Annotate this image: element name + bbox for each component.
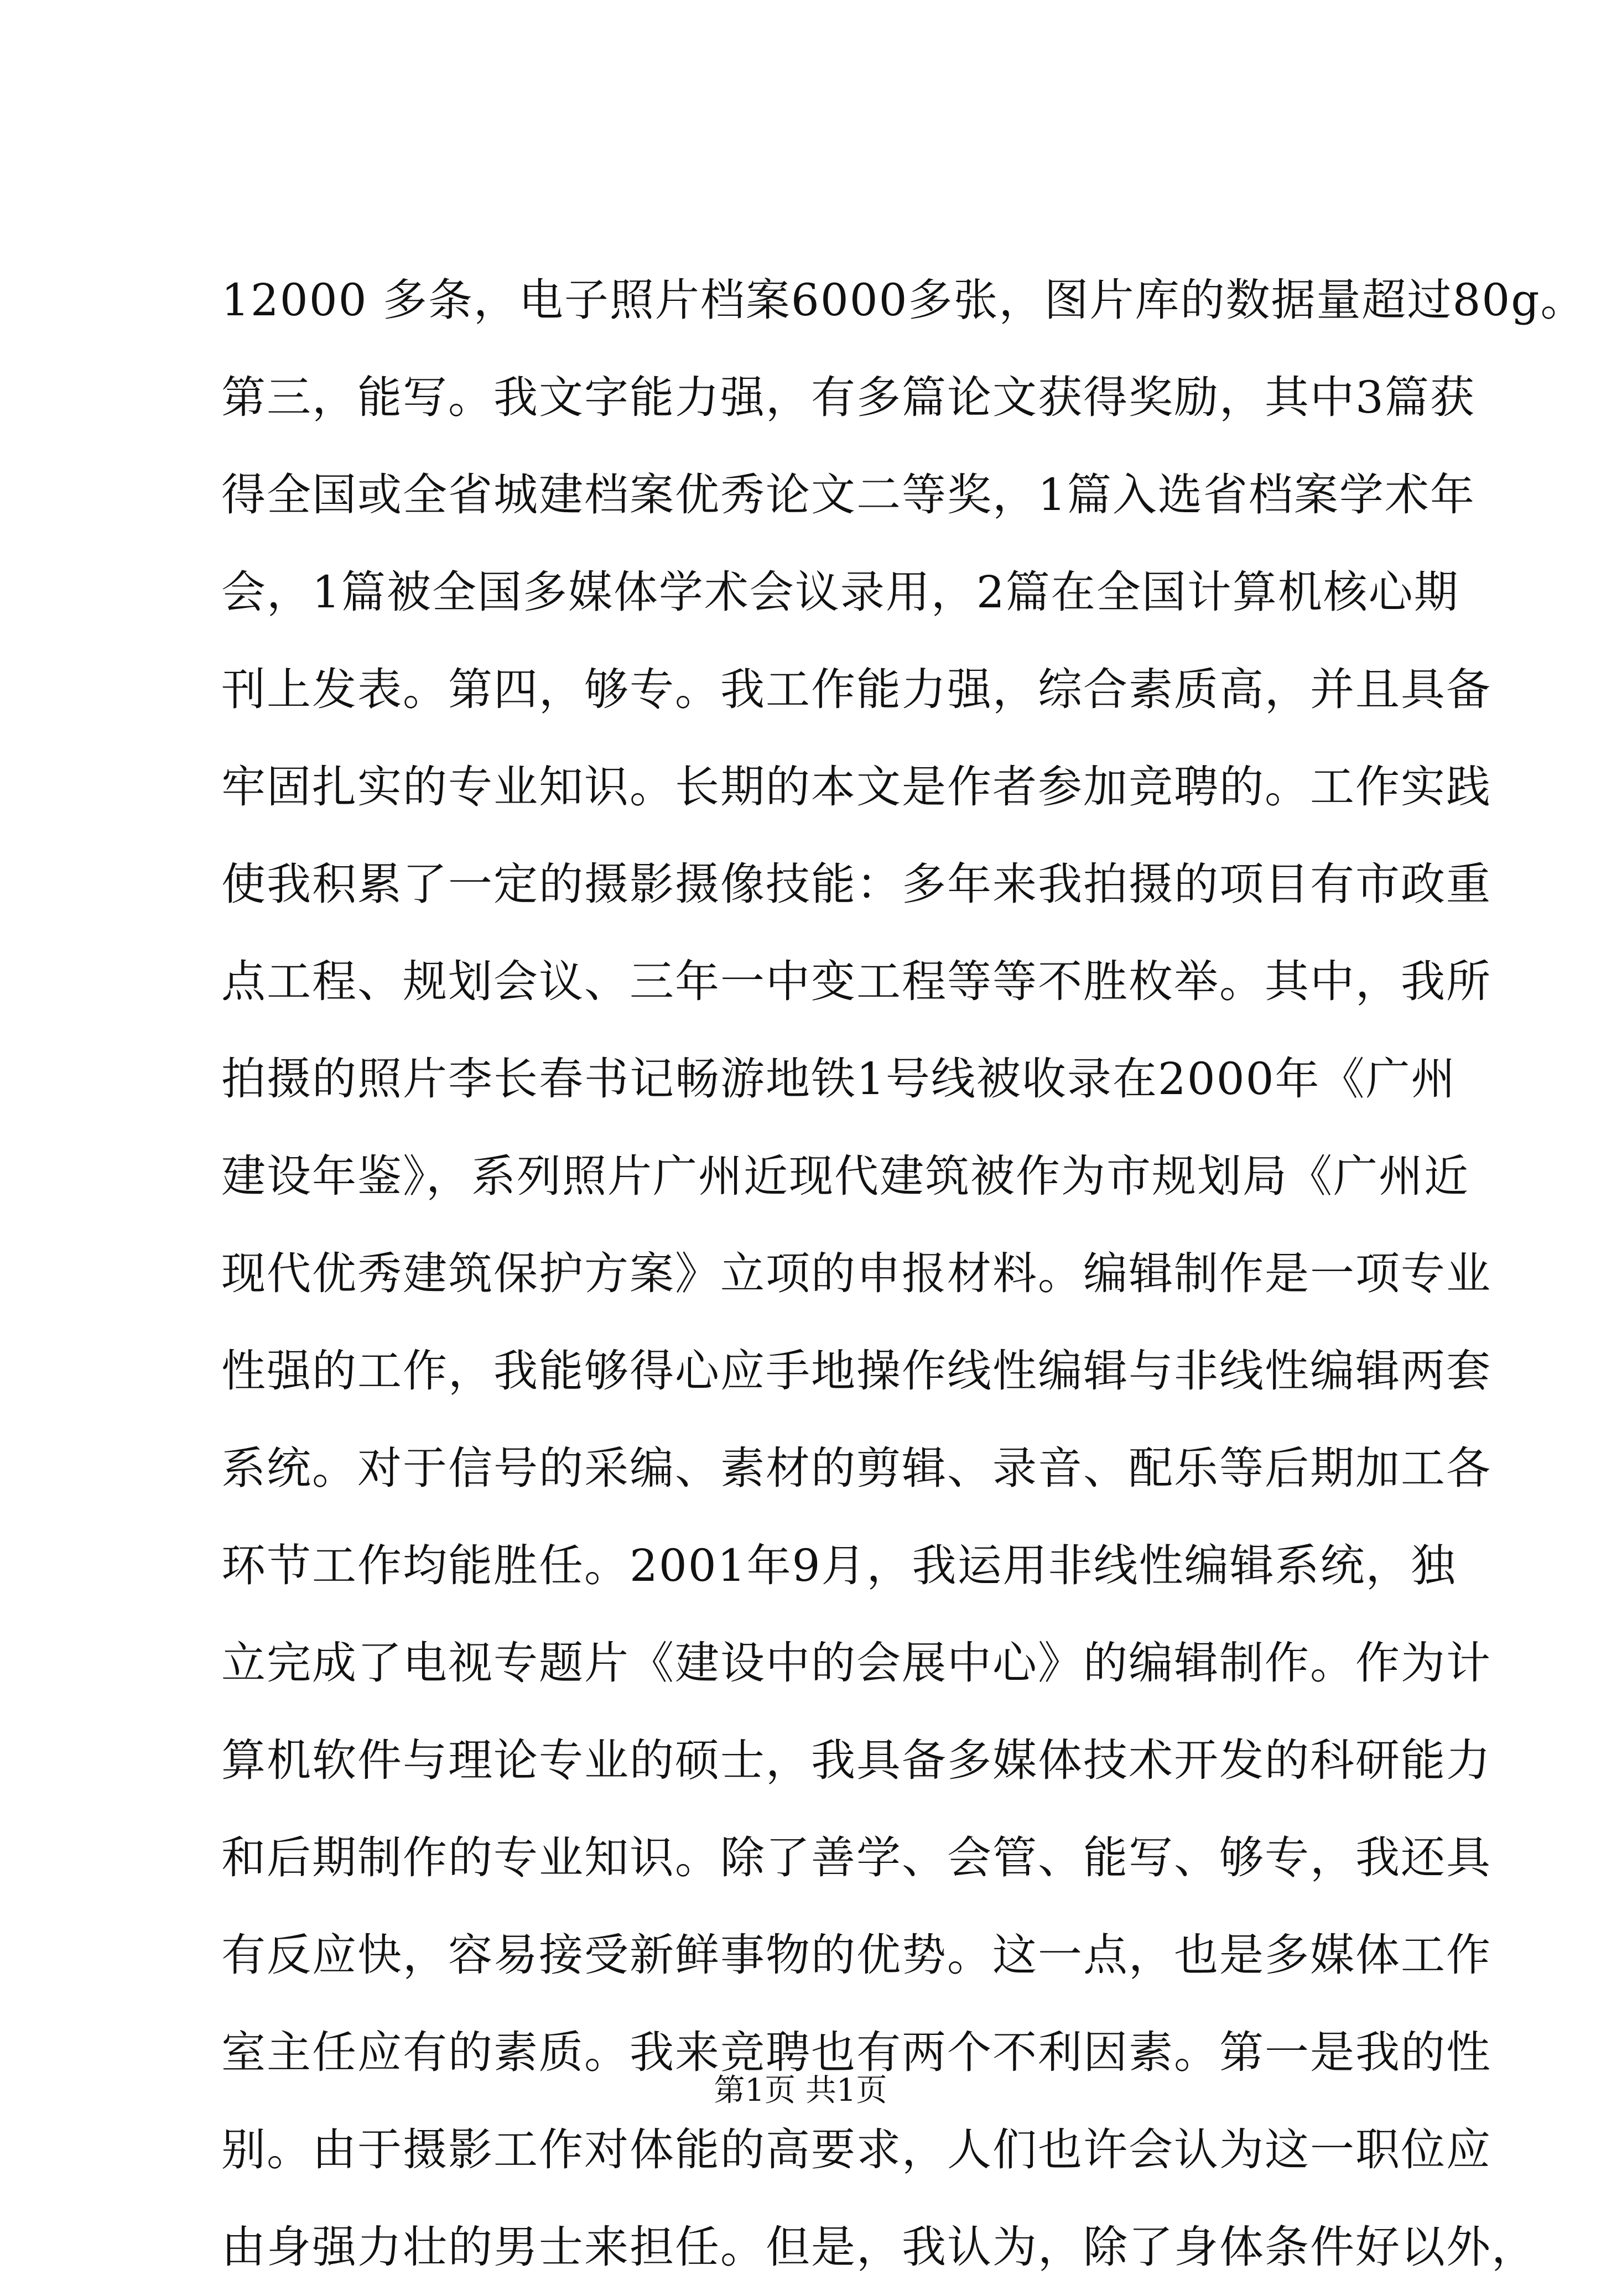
text-line: 和后期制作的专业知识。除了善学、会管、能写、够专，我还具 [221, 1832, 1491, 1883]
text-line: 系统。对于信号的采编、素材的剪辑、录音、配乐等后期加工各 [221, 1443, 1491, 1494]
text-line: 别。由于摄影工作对体能的高要求，人们也许会认为这一职位应 [221, 2124, 1491, 2175]
text-line: 会，1篇被全国多媒体学术会议录用，2篇在全国计算机核心期 [221, 566, 1459, 618]
text-line: 牢固扎实的专业知识。长期的本文是作者参加竞聘的。工作实践 [221, 761, 1491, 813]
text-line: 算机软件与理论专业的硕士，我具备多媒体技术开发的科研能力 [221, 1735, 1491, 1786]
text-line: 室主任应有的素质。我来竞聘也有两个不利因素。第一是我的性 [221, 2027, 1491, 2078]
text-line: 得全国或全省城建档案优秀论文二等奖，1篇入选省档案学术年 [221, 469, 1475, 520]
text-line: 12000 多条，电子照片档案6000多张，图片库的数据量超过80g。 [221, 274, 1586, 326]
text-line: 现代优秀建筑保护方案》立项的申报材料。编辑制作是一项专业 [221, 1248, 1491, 1299]
text-line: 由身强力壮的男士来担任。但是，我认为，除了身体条件好以外， [221, 2221, 1537, 2273]
text-line: 点工程、规划会议、三年一中变工程等等不胜枚举。其中，我所 [221, 956, 1491, 1007]
page-footer: 第1页 共1页 [714, 2073, 887, 2108]
text-line: 第三，能写。我文字能力强，有多篇论文获得奖励，其中3篇获 [221, 372, 1475, 423]
text-line: 性强的工作，我能够得心应手地操作线性编辑与非线性编辑两套 [221, 1345, 1491, 1397]
text-line: 立完成了电视专题片《建设中的会展中心》的编辑制作。作为计 [221, 1637, 1491, 1689]
text-line: 建设年鉴》，系列照片广州近现代建筑被作为市规划局《广州近 [221, 1150, 1469, 1202]
text-line: 有反应快，容易接受新鲜事物的优势。这一点，也是多媒体工作 [221, 1929, 1491, 1981]
text-line: 拍摄的照片李长春书记畅游地铁1号线被收录在2000年《广州 [221, 1053, 1457, 1105]
text-line: 环节工作均能胜任。2001年9月，我运用非线性编辑系统，独 [221, 1540, 1457, 1591]
body-text [221, 252, 1586, 2296]
text-line: 刊上发表。第四，够专。我工作能力强，综合素质高，并且具备 [221, 664, 1491, 715]
text-line: 使我积累了一定的摄影摄像技能：多年来我拍摄的项目有市政重 [221, 858, 1491, 910]
